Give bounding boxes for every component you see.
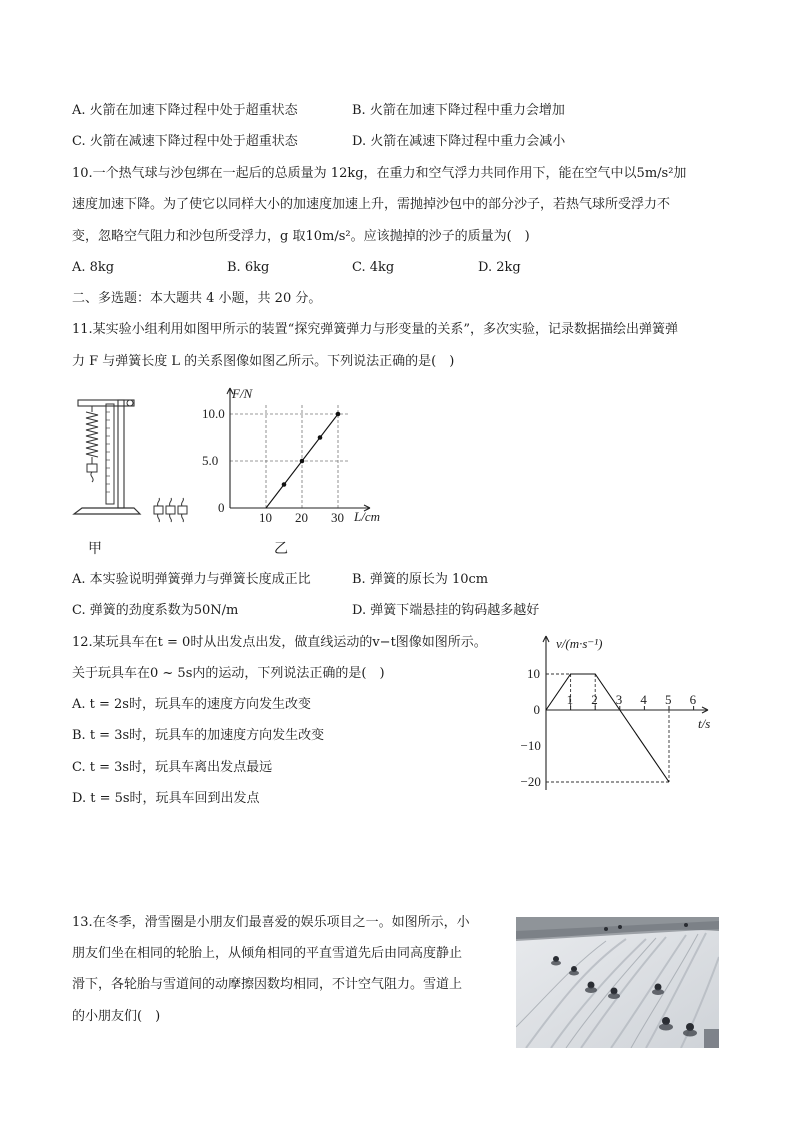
data-point	[300, 459, 305, 464]
x-tick-label: 4	[640, 692, 647, 707]
q10-option-b: B. 6kg	[227, 260, 270, 275]
q12-option-b: B. t = 3s时，玩具车的加速度方向发生改变	[72, 728, 325, 743]
q12-option-c: C. t = 3s时，玩具车离出发点最远	[72, 760, 273, 775]
velocity-time-chart	[510, 630, 730, 795]
q10-line-3: 变，忽略空气阻力和沙包所受浮力，g 取10m/s²。应该抛掉的沙子的质量为( )	[72, 229, 530, 244]
data-point	[336, 412, 341, 417]
y-tick-label: −10	[520, 738, 541, 753]
q9-option-b: B. 火箭在加速下降过程中重力会增加	[352, 103, 565, 118]
y-axis-label: v/(m·s⁻¹)	[556, 636, 603, 651]
y-tick-label: −20	[520, 774, 541, 789]
q11-option-c: C. 弹簧的劲度系数为50N/m	[72, 603, 239, 618]
q12-line-2: 关于玩具车在0 ~ 5s内的运动，下列说法正确的是( )	[72, 666, 385, 681]
x-tick-label: 2	[591, 692, 598, 707]
y-axis-label: F/N	[232, 386, 253, 401]
y-tick-label: 10	[527, 666, 540, 681]
x-tick-label: 20	[295, 510, 308, 525]
figure-label-yi: 乙	[274, 541, 288, 557]
q11-option-d: D. 弹簧下端悬挂的钩码越多越好	[352, 603, 540, 618]
y-tick-label: 5.0	[202, 453, 219, 468]
x-axis-label: t/s	[698, 716, 711, 731]
q9-option-d: D. 火箭在减速下降过程中重力会减小	[352, 134, 566, 149]
q9-option-c: C. 火箭在减速下降过程中处于超重状态	[72, 134, 298, 149]
data-point	[282, 482, 287, 487]
y-tick-label: 10.0	[202, 406, 225, 421]
x-tick-label: 6	[689, 692, 697, 707]
q12-line-1: 12.某玩具车在t = 0时从出发点出发，做直线运动的v−t图像如图所示。	[72, 635, 487, 650]
q10-line-2: 速度加速下降。为了使它以同样大小的加速度加速上升，需抛掉沙包中的部分沙子，若热气球所受浮力不	[72, 197, 671, 212]
q10-line-1: 10.一个热气球与沙包绑在一起后的总质量为 12kg，在重力和空气浮力共同作用下，能在空气中以5m/s²加	[72, 166, 687, 181]
data-point	[318, 435, 323, 440]
q10-option-c: C. 4kg	[352, 260, 395, 275]
figure-label-jia: 甲	[88, 541, 102, 557]
y-tick-label: 0	[533, 702, 540, 717]
q11-line-1: 11.某实验小组利用如图甲所示的装置“探究弹簧弹力与形变量的关系”，多次实验，记录数据描绘出弹簧弹	[72, 322, 678, 337]
q13-line-4: 的小朋友们( )	[72, 1009, 161, 1024]
x-tick-label: 10	[259, 510, 272, 525]
spring-apparatus-figure	[70, 392, 200, 527]
q12-option-a: A. t = 2s时，玩具车的速度方向发生改变	[72, 697, 311, 712]
x-tick-label: 3	[615, 692, 623, 707]
q10-option-a: A. 8kg	[72, 260, 115, 275]
q11-line-2: 力 F 与弹簧长度 L 的关系图像如图乙所示。下列说法正确的是( )	[72, 354, 455, 369]
x-axis-label: L/cm	[354, 509, 380, 524]
x-tick-label: 30	[331, 510, 344, 525]
force-length-chart	[200, 380, 400, 525]
q13-line-1: 13.在冬季，滑雪圈是小朋友们最喜爱的娱乐项目之一。如图所示，小	[72, 915, 470, 930]
q10-option-d: D. 2kg	[478, 260, 521, 275]
q13-line-2: 朋友们坐在相同的轮胎上，从倾角相同的平直雪道先后由同高度静止	[72, 946, 463, 961]
q11-option-a: A. 本实验说明弹簧弹力与弹簧长度成正比	[72, 572, 311, 587]
x-tick-label: 5	[665, 692, 672, 707]
q13-line-3: 滑下，各轮胎与雪道间的动摩擦因数均相同，不计空气阻力。雪道上	[72, 977, 463, 992]
section-heading-multiple-choice: 二、多选题：本大题共 4 小题，共 20 分。	[72, 291, 322, 306]
q9-option-a: A. 火箭在加速下降过程中处于超重状态	[72, 103, 298, 118]
snow-tubing-photo	[516, 917, 719, 1048]
x-tick-label: 1	[566, 692, 574, 707]
q11-option-b: B. 弹簧的原长为 10cm	[352, 572, 489, 587]
q12-option-d: D. t = 5s时，玩具车回到出发点	[72, 791, 260, 806]
velocity-time-line	[546, 674, 669, 782]
y-tick-label: 0	[218, 500, 225, 515]
